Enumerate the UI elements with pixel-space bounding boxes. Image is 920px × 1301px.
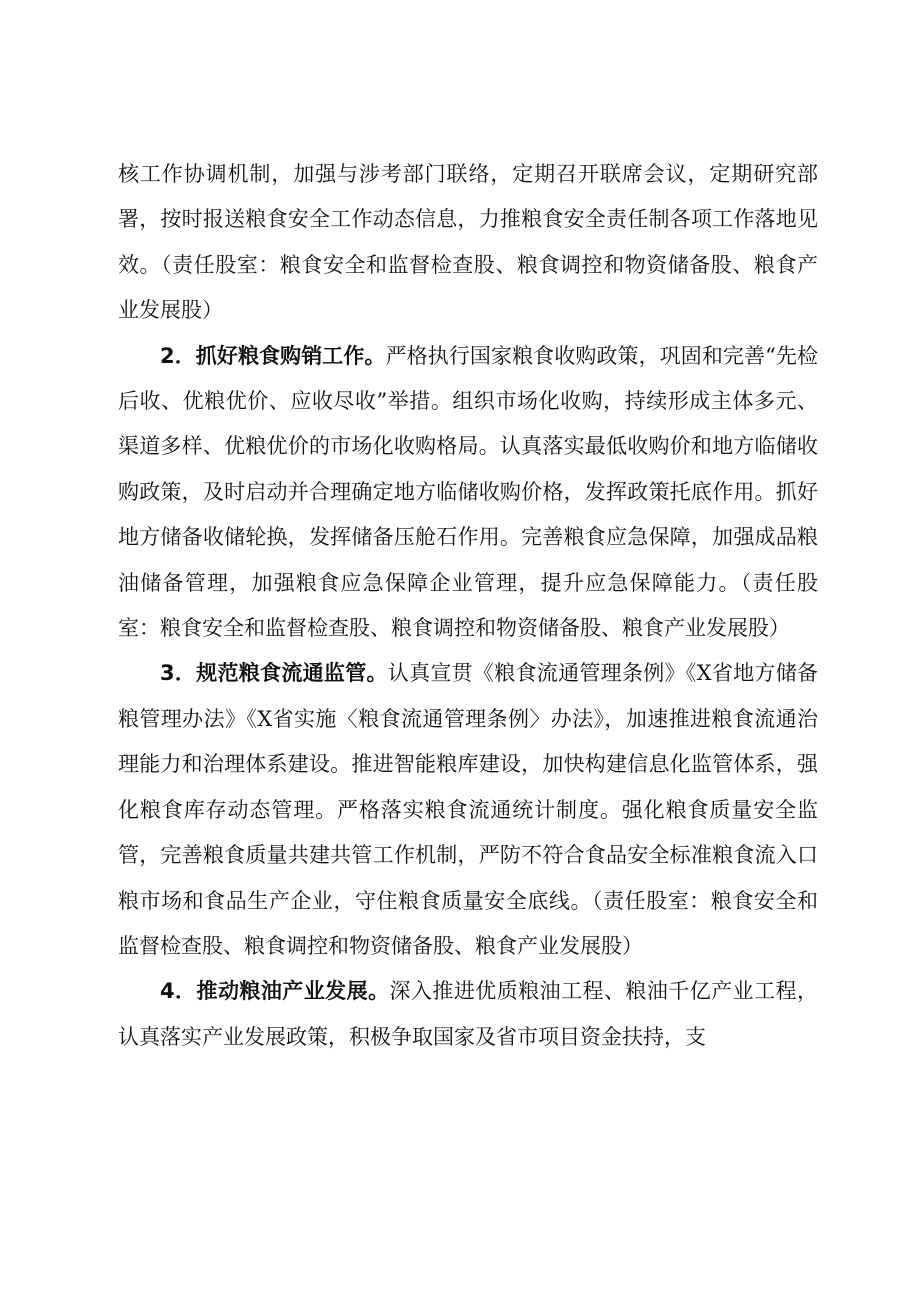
continuation-text: 核工作协调机制，加强与涉考部门联络，定期召开联席会议，定期研究部署，按时报送粮食安全工作动态信息，力推粮食安全责任制各项工作落地见效。（责任股室：粮食安全和监督检查股、粮食调控和物资储备股、粮食产业发展股） <box>118 162 818 323</box>
section-3-body: 认真宣贯《粮食流通管理条例》《X省地方储备粮管理办法》《X省实施〈粮食流通管理条例〉办法》，加速推进粮食流通治理能力和治理体系建设。推进智能粮库建设，加快构建信息化监管体系，强化粮食库存动态管理。严格落实粮食流通统计制度。强化粮食质量安全监管，完善粮食质量共建共管工作机制，严防不符合食品安全标准粮食流入口粮市场和食品生产企业，守住粮食质量安全底线。（责任股室：粮食安全和监督检查股、粮食调控和物资储备股、粮食产业发展股） <box>118 661 818 958</box>
section-3-paragraph <box>118 651 818 969</box>
continuation-paragraph <box>118 152 818 334</box>
section-2-heading: 2．抓好粮食购销工作。 <box>160 343 386 368</box>
section-4-paragraph <box>118 969 818 1060</box>
section-4-body: 深入推进优质粮油工程、粮油千亿产业工程，认真落实产业发展政策，积极争取国家及省市项目资金扶持，支 <box>118 979 818 1049</box>
section-3-heading: 3．规范粮食流通监管。 <box>160 661 388 686</box>
section-2-paragraph <box>118 334 818 652</box>
section-2-body: 严格执行国家粮食收购政策，巩固和完善“先检后收、优粮优价、应收尽收”举措。组织市场化收购，持续形成主体多元、渠道多样、优粮优价的市场化收购格局。认真落实最低收购价和地方临储收购政策，及时启动并合理确定地方临储收购价格，发挥政策托底作用。抓好地方储备收储轮换，发挥储备压舱石作用。完善粮食应急保障，加强成品粮油储备管理，加强粮食应急保障企业管理，提升应急保障能力。（责任股室：粮食安全和监督检查股、粮食调控和物资储备股、粮食产业发展股） <box>118 343 819 641</box>
section-4-heading: 4．推动粮油产业发展。 <box>160 979 390 1004</box>
document-body <box>118 152 818 1060</box>
